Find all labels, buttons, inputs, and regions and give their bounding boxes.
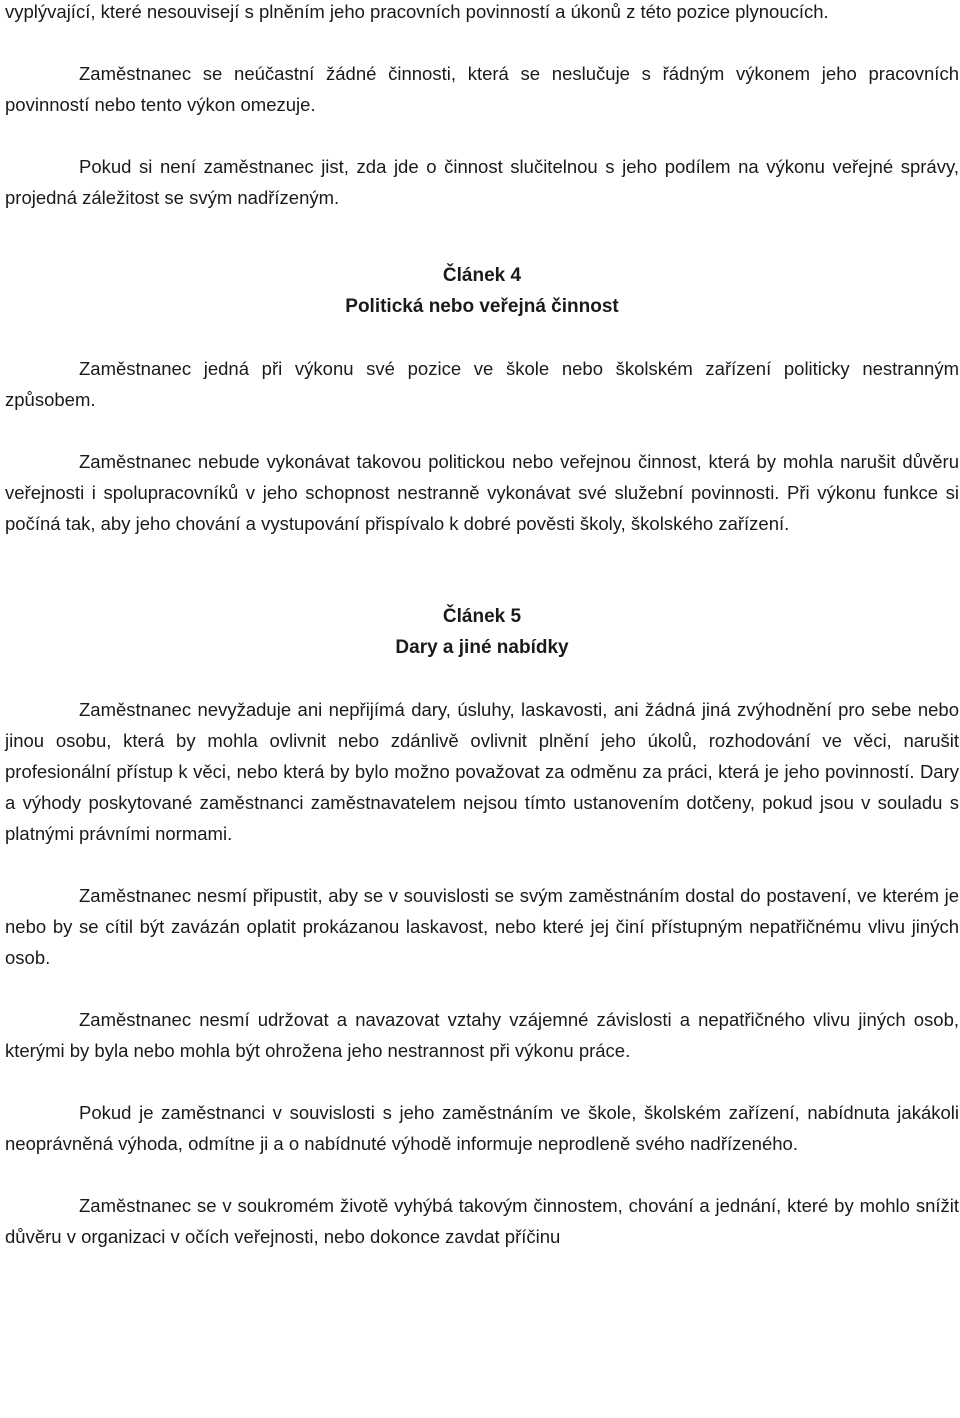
paragraph: Zaměstnanec se v soukromém životě vyhýbá takovým činnostem, chování a jednání, které by mohlo snížit důvěru v organizaci v očích veřejnosti, nebo dokonce zavdat příčinu <box>5 1195 959 1247</box>
paragraph: Zaměstnanec nevyžaduje ani nepřijímá dary, úsluhy, laskavosti, ani žádná jiná zvýhodnění pro sebe nebo jinou osobu, která by mohla ovlivnit nebo zdánlivě ovlivnit plnění jeho úkolů, rozhodování ve věci, narušit profesionální přístup k věci, nebo která by bylo možno považovat za odměnu za práci, která je jeho povinností. Dary a výhody poskytované zaměstnanci zaměstnavatelem nejsou tímto ustanovením dotčeny, pokud jsou v souladu s platnými právními normami. <box>5 699 959 844</box>
paragraph: Pokud je zaměstnanci v souvislosti s jeho zaměstnáním ve škole, školském zařízení, nabídnuta jakákoli neoprávněná výhoda, odmítne ji a o nabídnuté výhodě informuje neprodleně svého nadřízeného. <box>5 1102 959 1154</box>
article-title: Dary a jiné nabídky <box>395 637 569 658</box>
article-5-heading <box>5 601 959 663</box>
document-page <box>5 0 959 1252</box>
article-number: Článek 4 <box>442 265 522 286</box>
article-4-heading <box>5 260 959 322</box>
paragraph: Zaměstnanec se neúčastní žádné činnosti, která se neslučuje s řádným výkonem jeho pracovních povinností nebo tento výkon omezuje. <box>5 63 959 115</box>
paragraph: Pokud si není zaměstnanec jist, zda jde o činnost slučitelnou s jeho podílem na výkonu veřejné správy, projedná záležitost se svým nadřízeným. <box>5 156 959 208</box>
paragraph-continued: vyplývající, které nesouvisejí s plněním jeho pracovních povinností a úkonů z této pozice plynoucích. <box>5 1 829 22</box>
article-number: Článek 5 <box>442 606 522 627</box>
paragraph: Zaměstnanec nesmí připustit, aby se v souvislosti se svým zaměstnáním dostal do postavení, ve kterém je nebo by se cítil být zavázán oplatit prokázanou laskavost, nebo které jej činí přístupným nepatřičnému vlivu jiných osob. <box>5 885 959 968</box>
article-title: Politická nebo veřejná činnost <box>345 296 619 317</box>
paragraph: Zaměstnanec jedná při výkonu své pozice ve škole nebo školském zařízení politicky nestranným způsobem. <box>5 358 959 410</box>
paragraph: Zaměstnanec nebude vykonávat takovou politickou nebo veřejnou činnost, která by mohla narušit důvěru veřejnosti i spolupracovníků v jeho schopnost nestranně vykonávat své služební povinnosti. Při výkonu funkce si počíná tak, aby jeho chování a vystupování přispívalo k dobré pověsti školy, školského zařízení. <box>5 451 959 534</box>
paragraph: Zaměstnanec nesmí udržovat a navazovat vztahy vzájemné závislosti a nepatřičného vlivu jiných osob, kterými by byla nebo mohla být ohrožena jeho nestrannost při výkonu práce. <box>5 1009 959 1061</box>
